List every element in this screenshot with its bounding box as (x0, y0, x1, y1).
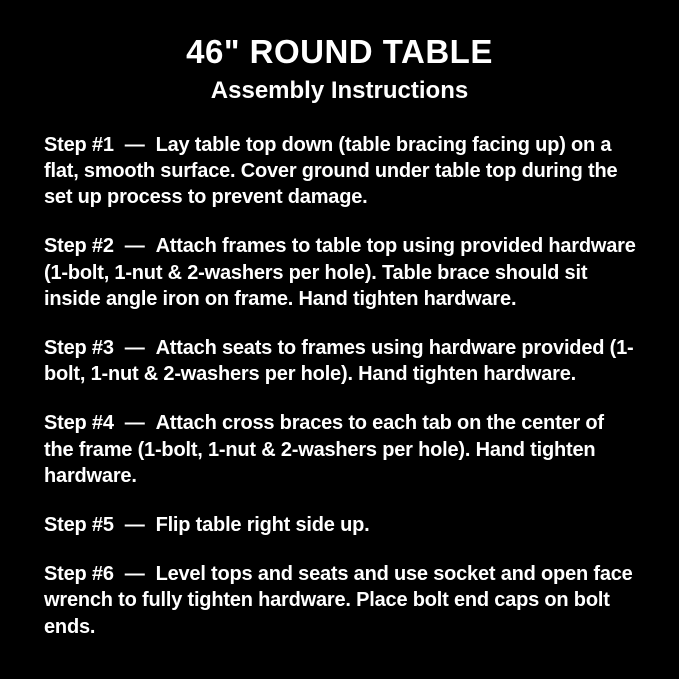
step-4-text: Attach cross braces to each tab on the center of the frame (1-bolt, 1-nut & 2-washers per hole). Hand tighten hardware. (44, 412, 604, 487)
step-6 (44, 561, 637, 640)
step-1 (44, 132, 637, 211)
em-dash: — (124, 563, 145, 586)
step-5-text: Flip table right side up. (155, 513, 370, 536)
step-5-label: Step #5 (44, 513, 114, 536)
step-6-label: Step #6 (44, 563, 114, 586)
step-1-label: Step #1 (44, 133, 114, 156)
step-4-label: Step #4 (44, 412, 114, 435)
step-5 (44, 512, 637, 538)
page-title: 46" ROUND TABLE (186, 33, 493, 70)
step-4 (44, 410, 637, 489)
em-dash: — (124, 513, 145, 536)
step-1-text: Lay table top down (table bracing facing up) on a flat, smooth surface. Cover ground under table top during the set up process to prevent damage. (44, 133, 618, 209)
step-3-label: Step #3 (44, 337, 114, 360)
steps-list (44, 132, 637, 640)
step-2 (44, 233, 637, 312)
step-6-text: Level tops and seats and use socket and open face wrench to fully tighten hardware. Place bolt end caps on bolt ends. (44, 563, 633, 638)
step-2-label: Step #2 (44, 235, 114, 258)
page-subtitle: Assembly Instructions (210, 77, 469, 105)
em-dash: — (124, 235, 145, 258)
step-3 (44, 335, 637, 387)
step-2-text: Attach frames to table top using provided hardware (1-bolt, 1-nut & 2-washers per hole). Table brace should sit inside angle iron on frame. Hand tighten hardware. (44, 235, 636, 310)
em-dash: — (124, 337, 145, 360)
step-3-text: Attach seats to frames using hardware provided (1-bolt, 1-nut & 2-washers per hole). Hand tighten hardware. (44, 337, 634, 386)
em-dash: — (124, 412, 145, 435)
em-dash: — (124, 133, 145, 156)
